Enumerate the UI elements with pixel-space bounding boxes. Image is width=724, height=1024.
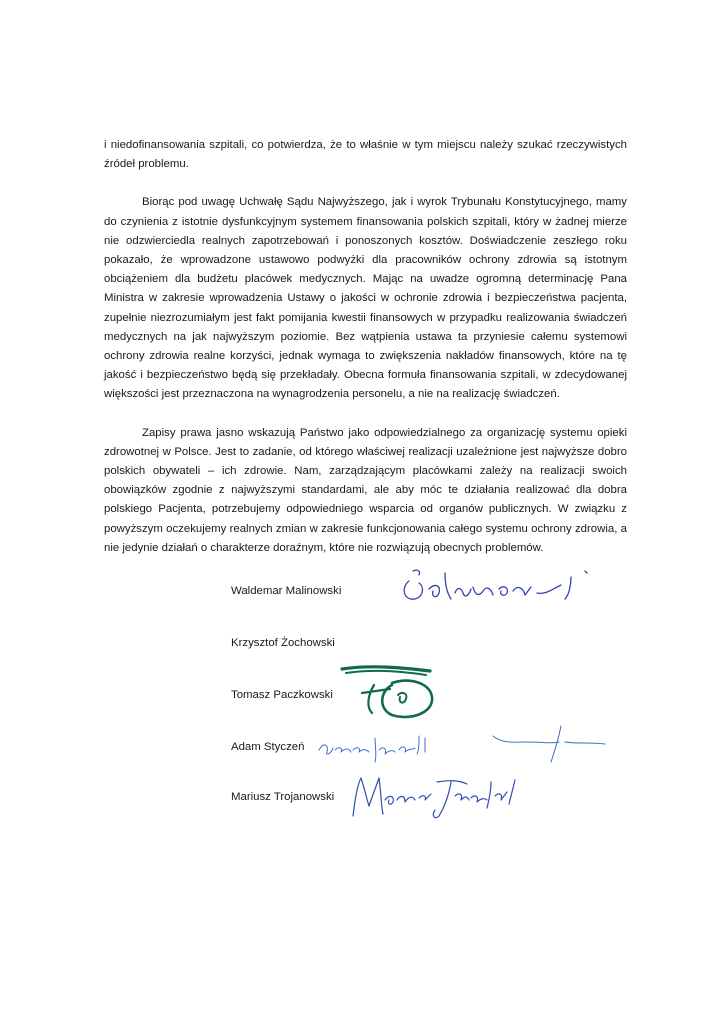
signature-paczkowski <box>338 655 448 725</box>
body-text <box>104 136 627 558</box>
signatory-name-zochowski: Krzysztof Żochowski <box>231 637 335 649</box>
signatory-name-malinowski: Waldemar Malinowski <box>231 585 342 597</box>
paragraph-state-responsibility: Zapisy prawa jasno wskazują Państwo jako odpowiedzialnego za organizację systemu opieki zdrowotnej w Polsce. Jest to zadanie, od którego właściwej realizacji uzależnione jest najwyższe dobro polskich obywateli – ich zdrowie. Nam, zarządzającym placówkami zależy na realizacji swoich obowiązków zgodnie z najwyższymi standardami, ale aby móc te działania realizować dla dobra polskiego Pacjenta, potrzebujemy odpowiedniego wsparcia od organów publicznych. W związku z powyższym oczekujemy realnych zmian w zakresie funkcjonowania całego systemu ochrony zdrowia, a nie jedynie działań o charakterze doraźnym, które nie rozwiązują obecnych problemów. <box>104 426 627 554</box>
signature-malinowski <box>395 565 595 615</box>
signatory-name-trojanowski: Mariusz Trojanowski <box>231 791 335 803</box>
signature-trojanowski <box>347 770 527 824</box>
paragraph-financing: Biorąc pod uwagę Uchwałę Sądu Najwyższego, jak i wyrok Trybunału Konstytucyjnego, mamy do czynienia z istotnie dysfunkcyjnym systemem finansowania polskich szpitali, który w żadnej mierze nie odzwierciedla realnych zapotrzebowań i ponoszonych kosztów. Doświadczenie zeszłego roku pokazało, że wprowadzone ustawowo podwyżki dla pracowników ochrony zdrowia są istotnym obciążeniem dla budżetu placówek medycznych. Mając na uwadze ogromną determinację Pana Ministra w zakresie wprowadzenia Ustawy o jakości w ochronie zdrowia i bezpieczeństwa pacjenta, zupełnie niezrozumiałym jest fakt pomijania kwestii finansowych w przypadku realizowania świadczeń medycznych na jak najwyższym poziomie. Bez wątpienia ustawa ta przyniesie całemu systemowi ochrony zdrowia realne korzyści, jednak wymaga to zwiększenia nakładów finansowych, które na tę jakość i bezpieczeństwo będą się przekładały. Obecna formuła finansowania szpitali, w zdecydowanej większości jest przeznaczona na wynagrodzenia personelu, a nie na realizację świadczeń. <box>104 196 627 401</box>
signatory-name-styczen: Adam Styczeń <box>231 741 305 753</box>
paragraph-continuation: i niedofinansowania szpitali, co potwierdza, że to właśnie w tym miejscu należy szukać rzeczywistych źródeł problemu. <box>104 139 627 171</box>
signature-styczen <box>315 722 625 768</box>
signatory-name-paczkowski: Tomasz Paczkowski <box>231 689 333 701</box>
